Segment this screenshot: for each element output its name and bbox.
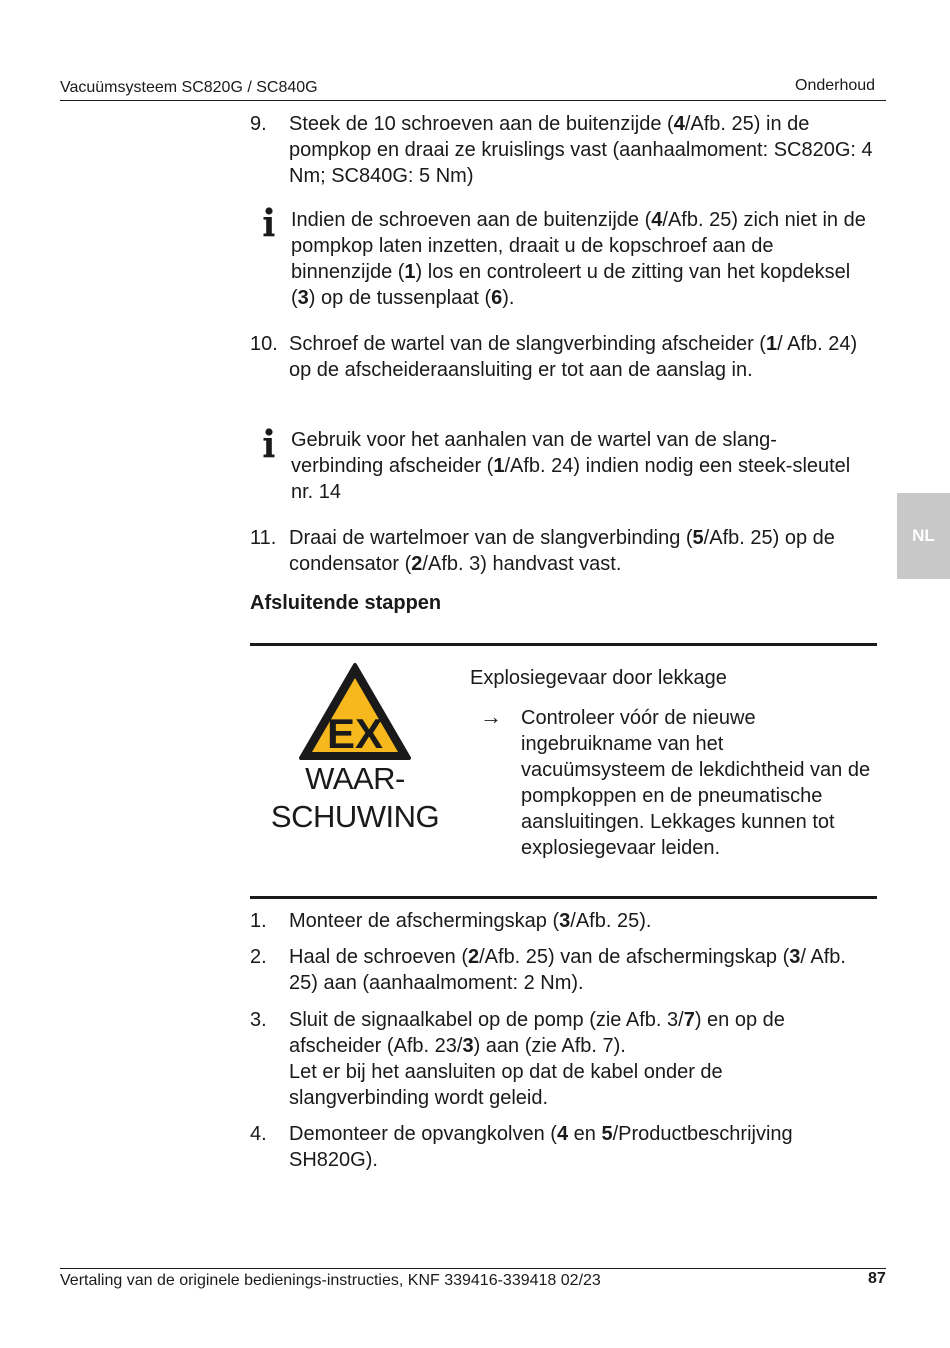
info-icon [262,428,276,460]
arrow-icon: → [480,704,502,729]
section-title: Afsluitende stappen [250,592,442,614]
step-number: 11. [250,527,277,549]
warning-title: Explosiegevaar door lekkage [470,667,727,689]
warning-bottom-rule [250,896,877,899]
warning-label [250,760,460,836]
step-number: 3. [250,1009,267,1031]
warning-top-rule [250,643,877,646]
info-note: Indien de schroeven aan de buitenzijde (4/Afb. 25) zich niet in de pompkop laten inzetten, draait u de kopschroef aan de binnenzijde (1) los en controleert u de zitting van het kopdeksel (3) op de tussenplaat (6). [291,209,866,309]
explosion-warning-icon [298,662,412,762]
step-number: 1. [250,910,267,932]
step-number: 4. [250,1123,267,1145]
step-number: 10. [250,333,278,355]
step-number: 9. [250,113,267,135]
page-number: 87 [868,1270,886,1287]
warning-text: Controleer vóór de nieuwe ingebruikname van het vacuümsysteem de lekdichtheid van de pompkoppen en de pneumatische aansluitingen. Lekkages kunnen tot explosiegevaar leiden. [521,707,871,859]
step-number: 2. [250,946,267,968]
header-rule [60,100,886,101]
step-text: Demonteer de opvangkolven (4 en 5/Productbeschrijving SH820G). [289,1123,793,1171]
footer-text: Vertaling van de originele bedienings-instructies, KNF 339416-339418 02/23 [60,1272,601,1289]
step-text: Sluit de signaalkabel op de pomp (zie Afb. 3/7) en op de afscheider (Afb. 23/3) aan (zie Afb. 7). [289,1009,785,1057]
step-text: Haal de schroeven (2/Afb. 25) van de afschermingskap (3/ Afb. 25) aan (aanhaalmoment: 2 Nm). [289,946,846,994]
ex-symbol-text: EX [327,710,383,757]
step-note: Let er bij het aansluiten op dat de kabel onder de slangverbinding wordt geleid. [289,1061,723,1109]
language-tab: NL [897,493,950,579]
step-text: Draai de wartelmoer van de slangverbinding (5/Afb. 25) op de condensator (2/Afb. 3) handvast vast. [289,527,835,575]
header-right: Onderhoud [795,77,876,94]
warning-label-line: SCHUWING [270,799,440,834]
footer-rule [60,1268,886,1269]
info-icon [262,207,276,239]
header-left: Vacuümsysteem SC820G / SC840G [60,79,318,96]
info-note: Gebruik voor het aanhalen van de wartel van de slang-verbinding afscheider (1/Afb. 24) indien nodig een steek-sleutel nr. 14 [291,429,851,503]
step-text: Steek de 10 schroeven aan de buitenzijde (4/Afb. 25) in de pompkop en draai ze kruislings vast (aanhaalmoment: SC820G: 4 Nm; SC840G: 5 Nm) [289,113,873,187]
warning-label-line: WAAR- [305,761,405,796]
step-text: Monteer de afschermingskap (3/Afb. 25). [289,910,652,932]
step-text: Schroef de wartel van de slangverbinding afscheider (1/ Afb. 24) op de afscheideraansluiting er tot aan de aanslag in. [289,333,858,381]
